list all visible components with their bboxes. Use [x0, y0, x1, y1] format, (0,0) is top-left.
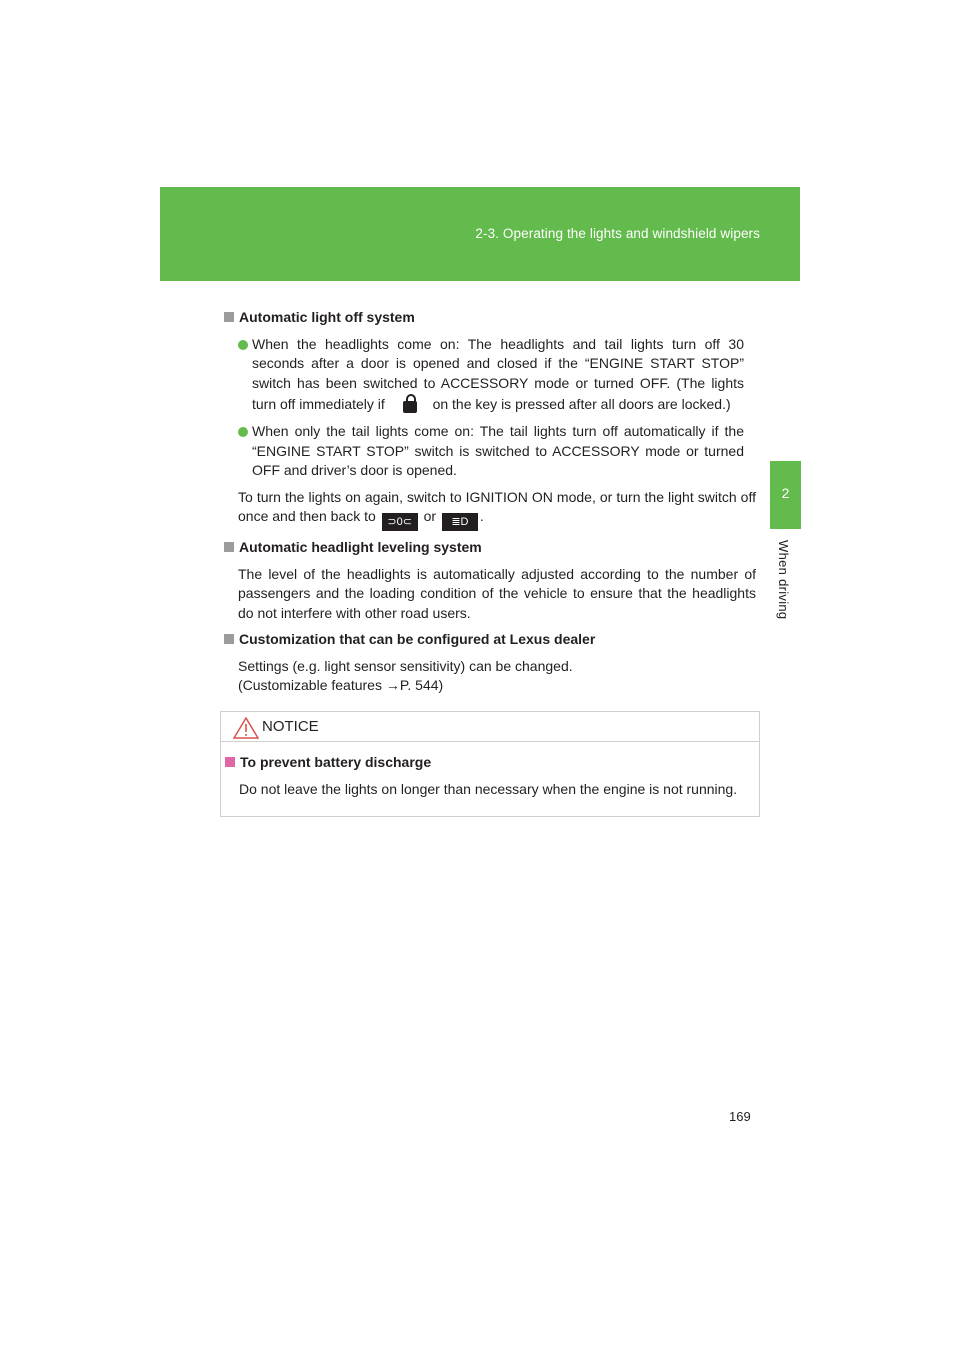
header-title: 2-3. Operating the lights and windshield wipers	[475, 226, 760, 241]
heading-auto-light-off	[224, 308, 756, 328]
paragraph-text: To turn the lights on again, switch to IGNITION ON mode, or turn the light switch off once and then back to	[238, 488, 756, 524]
lock-icon	[389, 393, 429, 415]
gray-square-icon	[224, 312, 234, 322]
chapter-number: 2	[781, 485, 790, 501]
gray-square-icon	[224, 542, 234, 552]
cross-reference-link[interactable]: (Customizable features →P. 544)	[238, 677, 444, 693]
page-number: 169	[729, 1109, 751, 1124]
tail-light-icon: ⊃0⊂	[382, 513, 418, 531]
bullet-text: When only the tail lights come on: The tail lights turn off automatically if the “ENGINE START STOP” switch is switched to ACCESSORY mode or turned OFF and driver’s door is opened.	[252, 423, 744, 478]
paragraph-text: Settings (e.g. light sensor sensitivity) can be changed.	[238, 657, 573, 674]
bullet-headlights-on	[224, 335, 756, 416]
heading-leveling	[224, 538, 756, 558]
main-content	[224, 308, 756, 696]
warning-triangle-icon	[233, 717, 259, 739]
section-header	[160, 187, 800, 281]
heading-text: Automatic light off system	[239, 309, 415, 325]
notice-header	[221, 712, 759, 742]
pink-square-icon	[225, 757, 235, 767]
green-bullet-icon	[238, 340, 248, 350]
heading-text: To prevent battery discharge	[240, 754, 432, 770]
notice-body	[221, 742, 759, 799]
paragraph-turn-on-again	[224, 488, 756, 532]
paragraph-text: or	[423, 508, 437, 524]
bullet-text: When the headlights come on: The headlights and tail lights turn off 30 seconds after a door is opened and closed if the “ENGINE START STOP” switch has been switched to ACCESSORY mode or turned OFF. (The lights turn off immediately if	[252, 335, 744, 412]
heading-text: Automatic headlight leveling system	[239, 539, 482, 555]
paragraph-text: .	[479, 508, 484, 524]
bullet-tail-lights-on	[224, 422, 756, 481]
notice-title: NOTICE	[262, 718, 319, 735]
chapter-label: When driving	[776, 540, 791, 620]
gray-square-icon	[224, 634, 234, 644]
bullet-text: on the key is pressed after all doors are locked.)	[432, 396, 731, 412]
chapter-tab	[770, 461, 801, 529]
heading-customization	[224, 630, 756, 650]
notice-heading	[225, 753, 745, 773]
paragraph-leveling: The level of the headlights is automatically adjusted according to the number of passengers and the loading condition of the vehicle to ensure that the headlights do not interfere with other road users.	[238, 565, 756, 621]
notice-text: Do not leave the lights on longer than necessary when the engine is not running.	[239, 780, 738, 797]
green-bullet-icon	[238, 427, 248, 437]
paragraph-customization	[224, 657, 756, 696]
headlight-icon: ≣D	[442, 513, 478, 531]
heading-text: Customization that can be configured at Lexus dealer	[239, 631, 596, 647]
notice-box	[220, 711, 760, 817]
